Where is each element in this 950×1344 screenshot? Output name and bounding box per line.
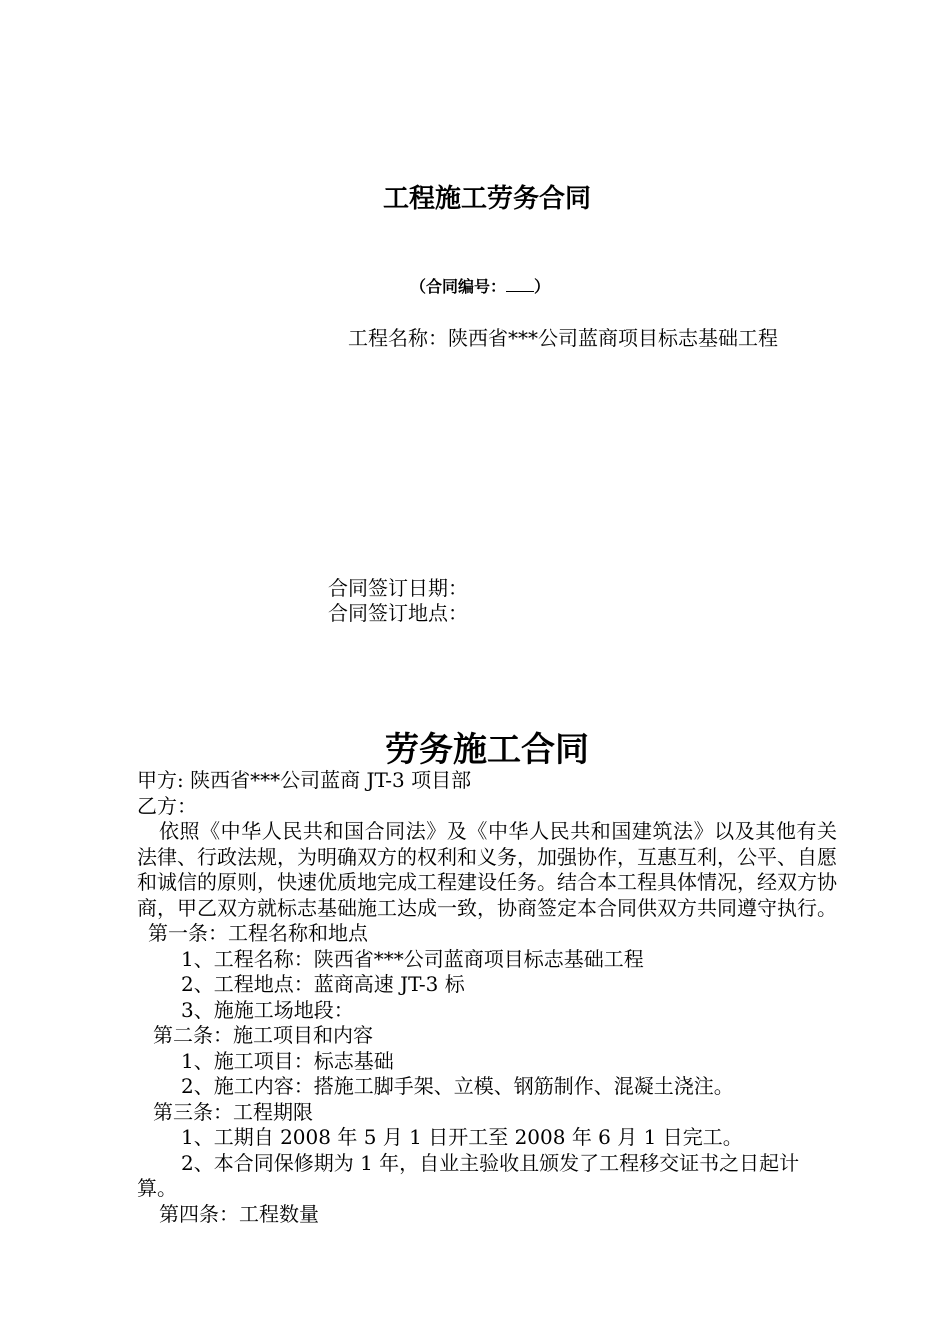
article-3-heading: 第三条：工程期限: [153, 1099, 313, 1124]
contract-body: [137, 768, 837, 1227]
contract-number-prefix: （合同编号：: [410, 277, 507, 296]
preamble: 依照《中华人民共和国合同法》及《中华人民共和国建筑法》以及其他有关法律、行政法规，为明确双方的权利和义务，加强协作，互惠互利，公平、自愿和诚信的原则，快速优质地完成工程建设任务。结合本工程具体情况，经双方协商，甲乙双方就标志基础施工达成一致，协商签定本合同供双方共同遵守执行。: [137, 819, 837, 920]
article-2-item: 2、施工内容：搭施工脚手架、立模、钢筋制作、混凝土浇注。: [181, 1074, 734, 1098]
article-3-item: 2、本合同保修期为 1 年，自业主验收且颁发了工程移交证书之日起计算。: [137, 1150, 800, 1200]
article-1-item: 2、工程地点：蓝商高速 JT-3 标: [181, 972, 465, 996]
sign-place: 合同签订地点：: [328, 601, 468, 625]
article-2-heading: 第二条：施工项目和内容: [153, 1023, 373, 1047]
party-a: 甲方: 陕西省***公司蓝商 JT-3 项目部: [137, 768, 472, 792]
article-1-item: 1、工程名称：陕西省***公司蓝商项目标志基础工程: [181, 946, 644, 971]
contract-number-suffix: ）: [534, 277, 551, 296]
contract-number: [410, 274, 550, 297]
article-1-item: 3、施施工场地段：: [181, 997, 354, 1022]
article-4-heading: 第四条：工程数量: [159, 1201, 319, 1226]
party-b: 乙方：: [137, 793, 197, 818]
contract-number-blank: [506, 277, 534, 292]
article-3-item: 1、工期自 2008 年 5 月 1 日开工至 2008 年 6 月 1 日完工。: [181, 1125, 743, 1149]
cover-project-name: 工程名称：陕西省***公司蓝商项目标志基础工程: [348, 326, 778, 350]
sign-date: 合同签订日期：: [328, 576, 468, 600]
contract-title: 劳务施工合同: [385, 730, 589, 770]
cover-title: 工程施工劳务合同: [382, 184, 591, 214]
article-1-heading: 第一条：工程名称和地点: [148, 921, 368, 945]
article-2-item: 1、施工项目：标志基础: [181, 1048, 394, 1073]
